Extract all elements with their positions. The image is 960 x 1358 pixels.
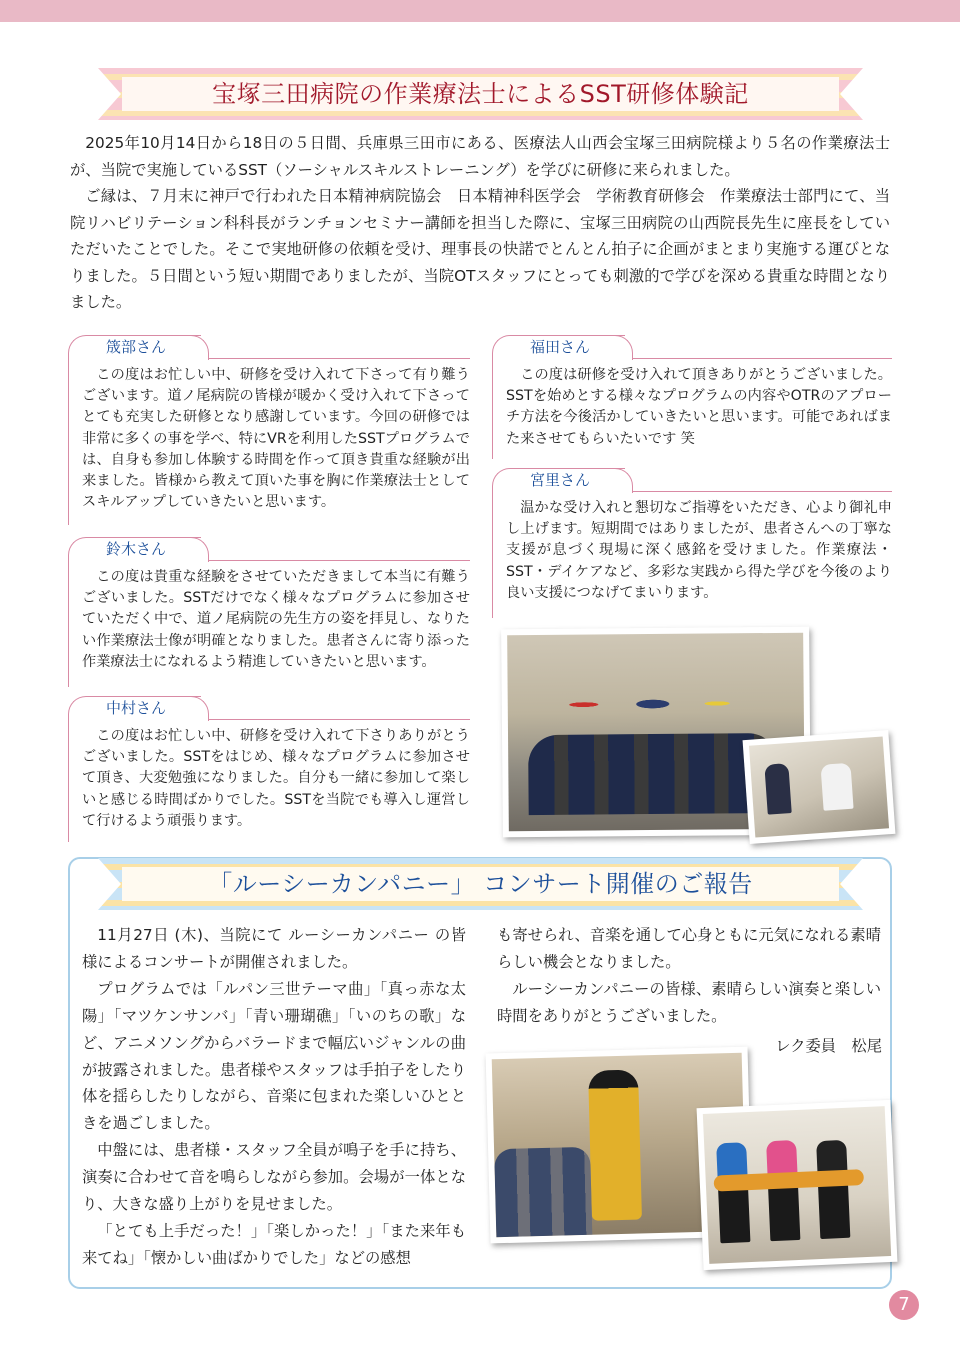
voice-text: この度は貴重な経験をさせていただきまして本当に有難うございました。SSTだけでなく様々なプログラムに参加させていただく中で、道ノ尾病院の先生方の姿を拝見し、なりたい作業療法士像が明確となりました。患者さんに寄り添った作業療法士になれるよう精進していきたいと思います。 (82, 569, 470, 670)
article2-title: 「ルーシーカンパニー」 コンサート開催のご報告 (208, 870, 753, 898)
article1-intro-paragraph-1: 2025年10月14日から18日の５日間、兵庫県三田市にある、医療法人山西会宝塚三田病院様より５名の作業療法士が、当院で実施しているSST（ソーシャルスキルストレーニング）を学びに研修に来られました。 (70, 134, 890, 179)
voice-box-5 (492, 468, 892, 618)
signature: レク委員 松尾 (775, 1037, 882, 1055)
voice-name: 福田さん (530, 338, 591, 356)
performers-photo (697, 1100, 898, 1270)
article1-title-ribbon (98, 68, 863, 124)
vr-session-photo (743, 730, 896, 844)
voice-box-3 (68, 696, 470, 842)
voice-box-2 (68, 537, 470, 687)
voice-text: この度は研修を受け入れて頂きありがとうございました。SSTを始めとする様々なプログラムの内容やOTRのアプローチ方法を今後活かしていきたいと思います。可能であればまた来させてもらいたいです 笑 (506, 367, 892, 447)
voice-text: この度はお忙しい中、研修を受け入れて下さりありがとうございました。SSTをはじめ、様々なプログラムに参加させて頂き、大変勉強になりました。自分も一緒に参加して楽しいと感じる時間ばかりでした。SSTを当院でも導入し運営して行けるよう頑張ります。 (82, 728, 470, 829)
voice-name: 鈴木さん (106, 540, 167, 558)
voice-text: この度はお忙しい中、研修を受け入れて下さって有り難うございます。道ノ尾病院の皆様が暖かく受け入れて下さってとても充実した研修となり感謝しています。今回の研修では非常に多くの事を学べ、特にVRを利用したSSTプログラムでは、自身も参加し体験する時間を作って頂き貴重な経験が出来ました。皆様から教えて頂いた事を胸に作業療法士としてスキルアップしていきたいと思います。 (82, 367, 470, 511)
article1-intro-paragraph-2: ご縁は、７月末に神戸で行われた日本精神病院協会 日本精神科医学会 学術教育研修会 作業療法士部門にて、当院リハビリテーション科科長がランチョンセミナー講師を担当した際に、宝塚三田病院の山西院長先生に座長をしていただいたことでした。そこで実地研修の依頼を受け、理事長の快諾でとんとん拍子に企画がまとまり実施する運びとなりました。５日間という短い期間でありましたが、当院OTスタッフにとっても刺激的で学びを深める貴重な時間となりました。 (70, 187, 890, 312)
concert-right-column (497, 922, 881, 1030)
concert-paragraph: 中盤には、患者様・スタッフ全員が鳴子を手に持ち、演奏に合わせて音を鳴らしながら参加。会場が一体となり、大きな盛り上がりを見せました。 (82, 1141, 466, 1214)
concert-paragraph: ルーシーカンパニーの皆様、素晴らしい演奏と楽しい時間をありがとうございました。 (497, 979, 881, 1025)
concert-paragraph: 11月27日 (木)、当院にて ルーシーカンパニー の皆様によるコンサートが開催されました。 (82, 926, 466, 971)
top-color-band (0, 0, 960, 22)
voice-text: 温かな受け入れと懇切なご指導をいただき、心より御礼申し上げます。短期間ではありましたが、患者さんへの丁寧な支援が息づく現場に深く感銘を受けました。作業療法・SST・デイケアなど、多彩な実践から得た学びを今後のより良い支援につなげてまいります。 (506, 500, 892, 601)
voice-name: 中村さん (106, 699, 167, 717)
concert-paragraph: 「とても上手だった！」「楽しかった！」「また来年も来てね」「懐かしい曲ばかりでした」などの感想 (82, 1221, 466, 1267)
voice-box-4 (492, 335, 892, 459)
page-number: 7 (889, 1290, 919, 1320)
article2-title-ribbon (98, 858, 863, 910)
voice-name: 宮里さん (530, 471, 591, 489)
concert-left-column (82, 922, 466, 1272)
article1-title: 宝塚三田病院の作業療法士によるSST研修体験記 (212, 80, 749, 108)
voice-name: 筬部さん (106, 338, 167, 356)
voice-box-1 (68, 335, 470, 525)
concert-paragraph: も寄せられ、音楽を通して心身ともに元気になれる素晴らしい機会となりました。 (497, 926, 881, 971)
concert-paragraph: プログラムでは「ルパン三世テーマ曲」「真っ赤な太陽」「マツケンサンバ」「青い珊瑚礁」「いのちの歌」など、アニメソングからバラードまで幅広いジャンルの曲が披露されました。患者様やスタッフは手拍子をしたり体を揺らしたりしながら、音楽に包まれた楽しいひとときを過ごしました。 (82, 979, 466, 1133)
